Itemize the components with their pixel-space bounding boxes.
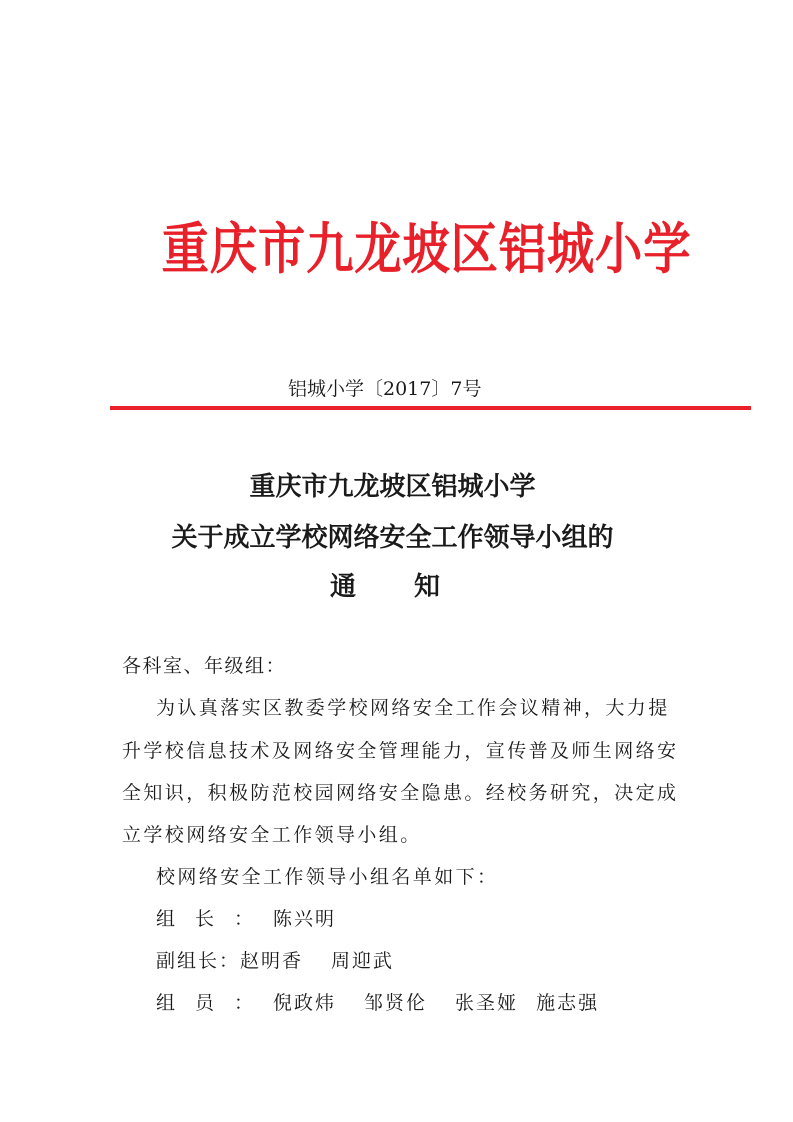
member-name: 张圣娅 <box>455 992 519 1014</box>
leader-name: 陈兴明 <box>273 908 337 930</box>
member-name: 施志强 <box>536 992 600 1014</box>
paragraph-line: 立学校网络安全工作领导小组。 <box>122 824 422 846</box>
red-divider-rule <box>110 406 751 410</box>
document-title-notice <box>330 566 440 603</box>
paragraph-line: 全知识，积极防范校园网络安全隐患。经校务研究，决定成 <box>122 782 679 804</box>
notice-char-2: 知 <box>414 572 441 602</box>
deputy-role-label: 副组长： <box>156 950 241 972</box>
member-name: 倪政炜 <box>273 992 337 1014</box>
paragraph-line: 升学校信息技术及网络安全管理能力，宣传普及师生网络安 <box>122 740 679 762</box>
document-title-line-1: 重庆市九龙坡区铝城小学 <box>249 472 536 502</box>
deputy-row <box>156 946 394 973</box>
member-row <box>156 988 599 1015</box>
document-number: 铝城小学〔2017〕7号 <box>288 378 482 400</box>
member-list-intro: 校网络安全工作领导小组名单如下： <box>156 866 499 888</box>
leader-role-label: 组长： <box>156 908 274 930</box>
deputy-name: 赵明香 <box>240 950 304 972</box>
member-role-label: 组员： <box>156 992 274 1014</box>
document-title-line-2: 关于成立学校网络安全工作领导小组的 <box>171 523 614 553</box>
member-name: 邹贤伦 <box>364 992 428 1014</box>
paragraph-line: 为认真落实区教委学校网络安全工作会议精神，大力提 <box>156 697 670 719</box>
leader-row <box>156 904 336 931</box>
notice-char-1: 通 <box>330 572 357 602</box>
deputy-name: 周迎武 <box>331 950 395 972</box>
organization-letterhead: 重庆市九龙坡区铝城小学 <box>161 217 692 281</box>
salutation: 各科室、年级组： <box>122 655 287 677</box>
